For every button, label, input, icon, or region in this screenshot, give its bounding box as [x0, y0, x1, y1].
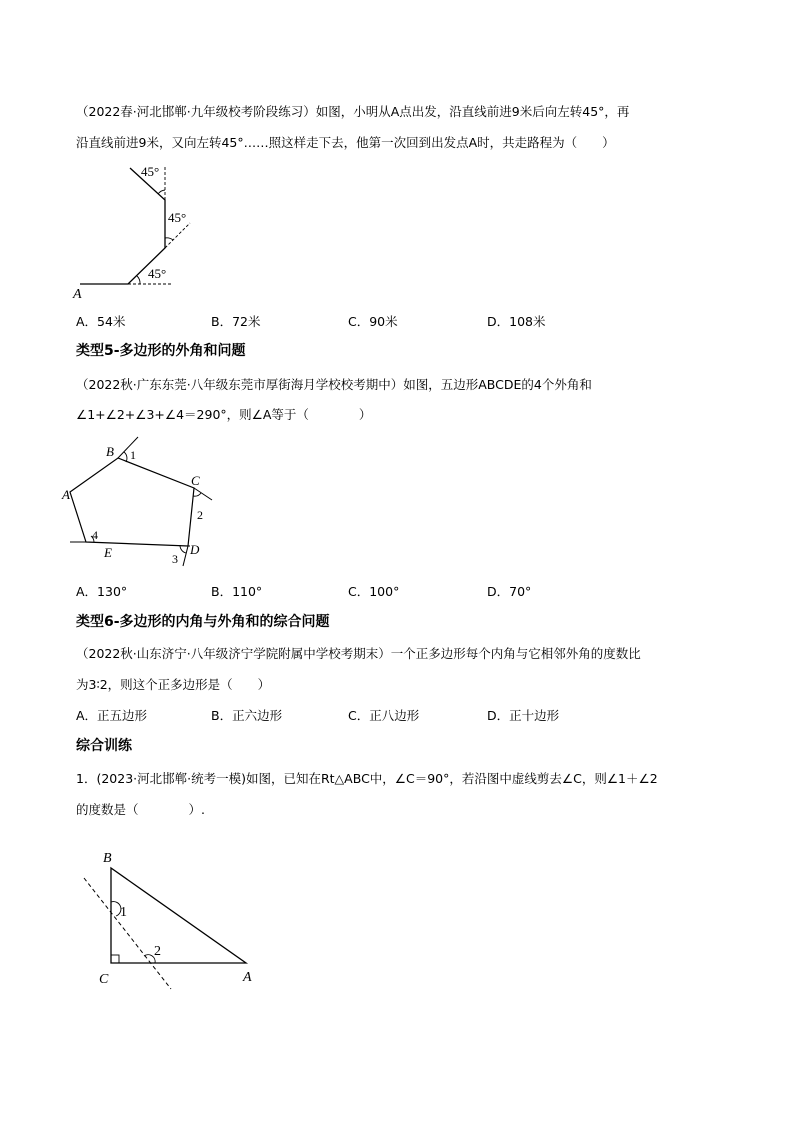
- vertex-label: D: [190, 542, 200, 557]
- angle-number: 2: [154, 944, 161, 959]
- option-b[interactable]: B．72米: [211, 314, 261, 329]
- vertex-label: C: [99, 972, 109, 987]
- question-text: 沿直线前进9米，又向左转45°……照这样走下去，他第一次回到出发点A时，共走路程为（ ）: [76, 135, 615, 150]
- right-angle-mark: [111, 955, 119, 963]
- vertex-label: C: [191, 473, 200, 488]
- vertex-label: E: [104, 545, 112, 560]
- question-text: ∠1+∠2+∠3+∠4＝290°，则∠A等于（ ）: [76, 407, 372, 422]
- question-text: 的度数是（ ）.: [76, 802, 205, 817]
- angle-arc: [193, 493, 201, 496]
- angle-number: 1: [130, 448, 136, 462]
- option-b[interactable]: B．110°: [211, 584, 263, 599]
- vertex-label: A: [62, 487, 70, 502]
- option-a[interactable]: A．130°: [76, 584, 128, 599]
- question-text: 1．(2023·河北邯郸·统考一模)如图，已知在Rt△ABC中，∠C＝90°，若沿图中虚线剪去∠C，则∠1＋∠2: [76, 771, 658, 786]
- option-d[interactable]: D．70°: [487, 584, 532, 599]
- question-text: （2022秋·广东东莞·八年级东莞市厚街海月学校校考期中）如图，五边形ABCDE的4个外角和: [76, 377, 592, 392]
- question-text: （2022春·河北邯郸·九年级校考阶段练习）如图，小明从A点出发，沿直线前进9米后向左转45°，再: [76, 104, 630, 119]
- extension-line: [183, 546, 188, 566]
- walking-path-figure: [70, 160, 210, 300]
- option-c[interactable]: C．90米: [348, 314, 398, 329]
- angle-number: 4: [92, 528, 98, 542]
- extension-line: [165, 223, 190, 248]
- cut-line: [84, 878, 171, 989]
- pentagon-figure: [62, 432, 222, 576]
- angle-number: 2: [197, 508, 203, 522]
- option-b[interactable]: B．正六边形: [211, 708, 283, 723]
- angle-arc: [137, 276, 140, 284]
- option-a[interactable]: A．54米: [76, 314, 126, 329]
- angle-number: 1: [120, 905, 127, 920]
- pentagon: [70, 458, 194, 546]
- right-triangle-figure: [80, 844, 270, 994]
- option-c[interactable]: C．100°: [348, 584, 400, 599]
- section-heading: 综合训练: [76, 738, 132, 754]
- vertex-label: B: [106, 444, 114, 459]
- question-text: （2022秋·山东济宁·八年级济宁学院附属中学校考期末）一个正多边形每个内角与它相邻外角的度数比: [76, 646, 641, 661]
- option-c[interactable]: C．正八边形: [348, 708, 420, 723]
- vertex-label: B: [103, 851, 112, 866]
- vertex-label: A: [243, 970, 252, 985]
- angle-arc: [165, 238, 173, 240]
- right-triangle: [111, 868, 246, 963]
- option-d[interactable]: D．108米: [487, 314, 546, 329]
- angle-arc: [158, 190, 165, 194]
- point-label: A: [73, 287, 82, 302]
- angle-number: 3: [172, 552, 178, 566]
- section-heading: 类型6-多边形的内角与外角和的综合问题: [76, 614, 330, 630]
- angle-label: 45°: [148, 266, 167, 281]
- angle-label: 45°: [168, 210, 187, 225]
- option-a[interactable]: A．正五边形: [76, 708, 148, 723]
- question-text: 为3∶2，则这个正多边形是（ ）: [76, 677, 271, 692]
- angle-label: 45°: [141, 164, 160, 179]
- section-heading: 类型5-多边形的外角和问题: [76, 343, 246, 359]
- option-d[interactable]: D．正十边形: [487, 708, 560, 723]
- extension-line: [194, 488, 212, 500]
